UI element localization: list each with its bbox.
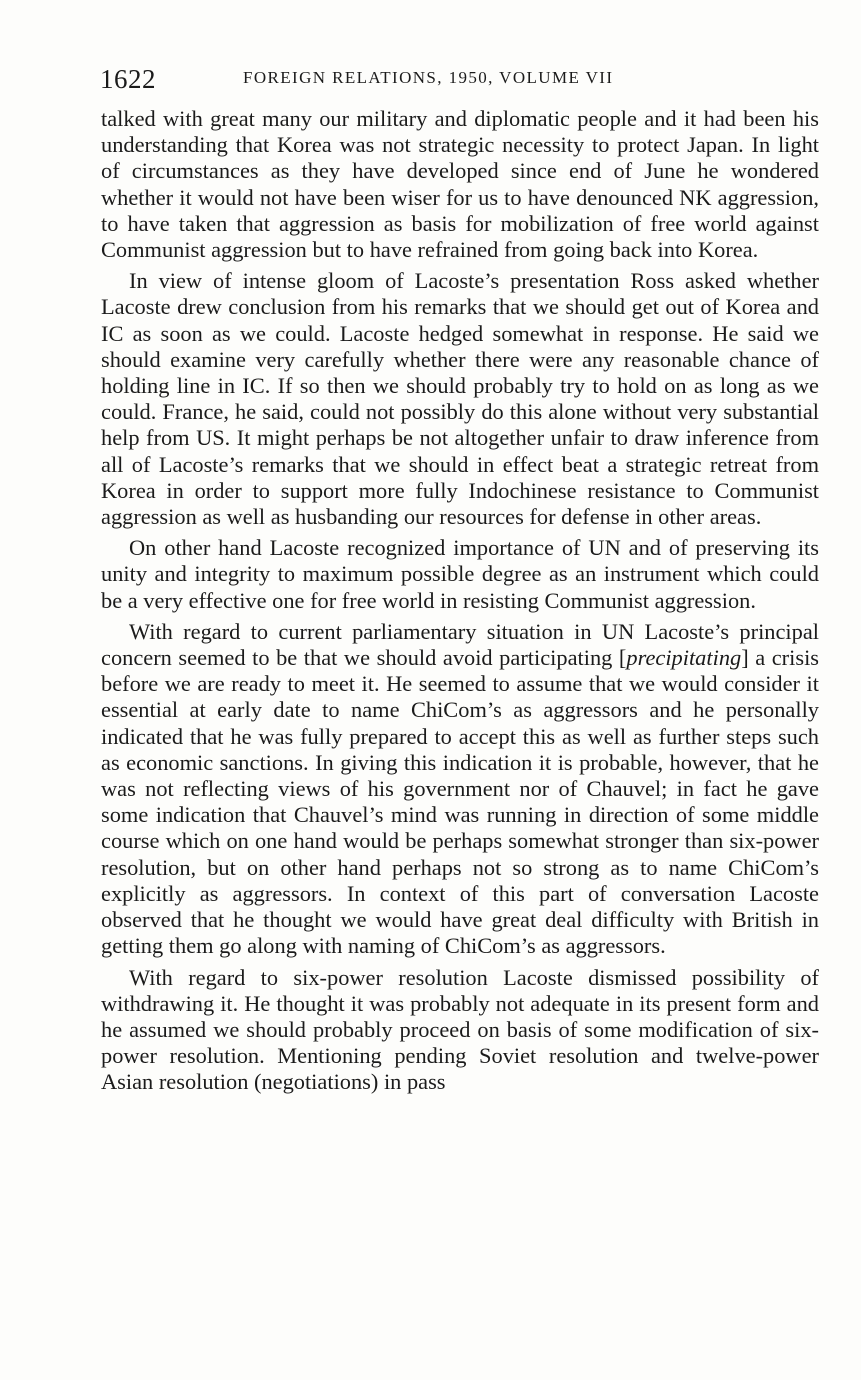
paragraph-text: In view of intense gloom of Lacoste’s presentation Ross asked whether Lacoste drew conclusion from his remarks that we should get out of Korea and IC as soon as we could. Lacoste hedged somewhat in response. He said we should examine very carefully whether there were any reasonable chance of holding line in IC. If so then we should probably try to hold on as long as we could. France, he said, could not possibly do this alone without very substantial help from US. It might perhaps be not altogether unfair to draw inference from all of Lacoste’s remarks that we should in effect beat a strategic retreat from Korea in order to support more fully Indochinese resistance to Communist aggression as well as husbanding our resources for defense in other areas. <box>101 268 819 530</box>
paragraph-text: ] a crisis before we are ready to meet it. He seemed to assume that we would consider it essential at early date to name ChiCom’s as aggressors and he personally indicated that he was fully prepared to accept this as well as further steps such as economic sanctions. In giving this indication it is probable, however, that he was not reflecting views of his government nor of Chauvel; in fact he gave some indication that Chauvel’s mind was running in direction of some middle course which on one hand would be perhaps somewhat stronger than six-power resolution, but on other hand perhaps not so strong as to name ChiCom’s explicitly as aggressors. In context of this part of conversation Lacoste observed that he thought we would have great deal difficulty with British in getting them go along with naming of ChiCom’s as aggressors. <box>101 645 820 959</box>
body-text <box>101 106 819 1096</box>
paragraph-text: On other hand Lacoste recognized importance of UN and of preserving its unity and integrity to maximum possible degree as an instrument which could be a very effective one for free world in resisting Communist aggression. <box>101 535 819 613</box>
page-header <box>100 62 820 96</box>
editorial-correction: precipitating <box>626 645 742 671</box>
paragraph <box>101 965 819 1096</box>
paragraph <box>101 619 819 960</box>
paragraph-text: talked with great many our military and diplomatic people and it had been his understanding that Korea was not strategic necessity to protect Japan. In light of circumstances as they have developed since end of June he wondered whether it would not have been wiser for us to have denounced NK aggression, to have taken that aggression as basis for mobilization of free world against Communist aggression but to have refrained from going back into Korea. <box>101 106 819 263</box>
paragraph-text: With regard to six-power resolution Lacoste dismissed possibility of withdrawing it. He thought it was probably not adequate in its present form and he assumed we should probably proceed on basis of some modification of six-power resolution. Mentioning pending Soviet resolution and twelve-power Asian resolution (negotiations) in pass <box>101 964 819 1095</box>
paragraph <box>101 268 819 530</box>
paragraph-continued <box>101 106 819 263</box>
page-number: 1622 <box>100 64 156 94</box>
paragraph <box>101 535 819 614</box>
running-head: FOREIGN RELATIONS, 1950, VOLUME VII <box>243 68 614 87</box>
paragraph-text: With regard to current parliamentary situation in UN Lacoste’s principal concern seemed to be that we should avoid participating [ <box>101 618 819 671</box>
